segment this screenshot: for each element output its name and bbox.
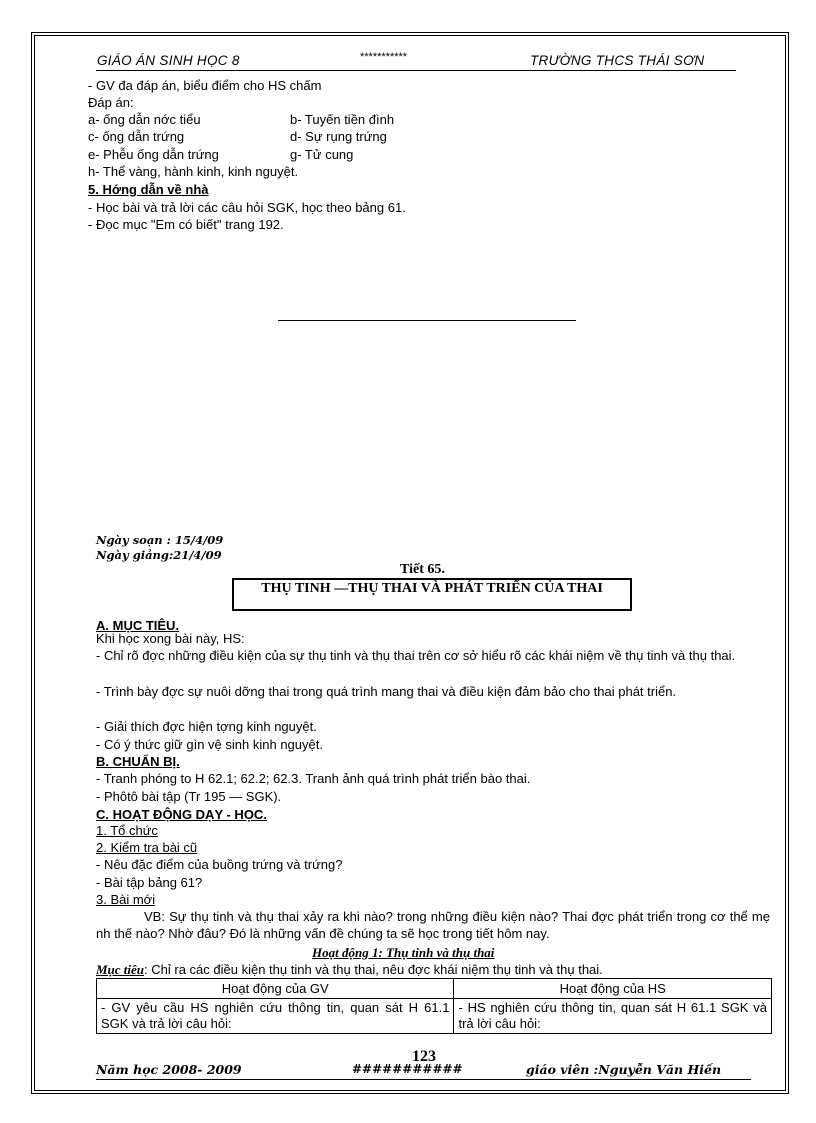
header-subject: GIÁO ÁN SINH HỌC 8: [97, 53, 240, 68]
table-header-row: [97, 979, 772, 999]
activity-title-text: Hoạt động 1: Thụ tinh và thụ thai: [312, 945, 495, 960]
answer-h: h- Thể vàng, hành kinh, kinh nguyệt.: [88, 164, 299, 179]
answer-label: Đáp án:: [88, 95, 134, 110]
objective-label: Mục tiêu: [96, 962, 145, 977]
footer-hashes: ###########: [352, 1062, 463, 1076]
answer-c: c- ống dẫn trứng: [88, 129, 185, 144]
intro-paragraph: VB: Sự thụ tinh và thụ thai xảy ra khi nào? trong những điều kiện nào? Thai đợc phát triển trong cơ thể mẹ nh thế nào? Nhờ đâu? Đó là những vấn đề chúng ta sẽ học trong tiết hôm nay.: [96, 909, 770, 941]
section-separator: [278, 320, 576, 321]
review-question: - Bài tập bảng 61?: [96, 875, 203, 890]
homework-item: - Học bài và trả lời các câu hỏi SGK, học theo bảng 61.: [88, 200, 406, 215]
step-new-lesson: 3. Bài mới: [96, 892, 156, 907]
page-number: 123: [412, 1048, 436, 1065]
homework-item: - Đọc mục "Em có biết" trang 192.: [88, 217, 284, 232]
prep-item: - Phôtô bài tập (Tr 195 — SGK).: [96, 789, 282, 804]
header-rule: [96, 70, 736, 71]
review-question: - Nêu đặc điểm của buồng trứng và trứng?: [96, 857, 343, 872]
footer-rule: [96, 1079, 751, 1080]
date-taught: Ngày giảng:21/4/09: [96, 548, 222, 562]
answer-e: e- Phễu ống dẫn trứng: [88, 147, 219, 162]
objective-text: : Chỉ ra các điều kiện thụ tinh và thụ thai, nêu đợc khái niệm thụ tinh và thụ thai.: [144, 962, 603, 977]
table-header-gv: Hoạt động của GV: [97, 979, 454, 999]
header-school: TRƯỜNG THCS THÁI SƠN: [530, 53, 705, 68]
footer-year: Năm học 2008- 2009: [96, 1062, 242, 1077]
answer-d: d- Sự rụng trứng: [290, 129, 387, 144]
activity-objective: [96, 961, 603, 978]
section-a-title: A. MỤC TIÊU.: [96, 618, 180, 633]
activity-table: [96, 978, 772, 1034]
footer-teacher: giáo viên :Nguyễn Văn Hiến: [526, 1062, 722, 1077]
gv-answer-line: - GV đa đáp án, biểu điểm cho HS chấm: [88, 78, 322, 93]
step-organization: 1. Tổ chức: [96, 823, 158, 838]
section-a-intro: Khi học xong bài này, HS:: [96, 631, 245, 646]
objective-item: - Chỉ rõ đợc những điều kiện của sự thụ tinh và thụ thai trên cơ sở hiểu rõ các khái niệm về thụ tinh và thụ thai.: [96, 648, 736, 663]
activity-title: [312, 944, 494, 961]
header-stars: ***********: [360, 51, 408, 63]
objective-item: - Trình bày đợc sự nuôi dỡng thai trong quá trình mang thai và điều kiện đảm bảo cho thai phát triển.: [96, 684, 677, 699]
objective-item: - Giải thích đợc hiện tợng kinh nguyệt.: [96, 719, 317, 734]
objective-item: - Có ý thức giữ gìn vệ sinh kinh nguyệt.: [96, 737, 323, 752]
homework-title: 5. Hớng dẫn về nhà: [88, 182, 209, 197]
section-c-title: C. HOẠT ĐỘNG DẠY - HỌC.: [96, 807, 267, 822]
table-row: [97, 999, 772, 1034]
date-prepared: Ngày soạn : 15/4/09: [96, 533, 224, 547]
step-review: 2. Kiểm tra bài cũ: [96, 840, 198, 855]
lesson-title-box: [232, 578, 632, 611]
table-cell-hs: - HS nghiên cứu thông tin, quan sát H 61.1 SGK và trả lời câu hỏi:: [454, 999, 772, 1034]
answer-a: a- ống dẫn nớc tiểu: [88, 112, 201, 127]
answer-g: g- Tử cung: [290, 147, 354, 162]
table-cell-gv: - GV yêu cầu HS nghiên cứu thông tin, quan sát H 61.1 SGK và trả lời câu hỏi:: [97, 999, 454, 1034]
answer-b: b- Tuyến tiền đình: [290, 112, 395, 127]
lesson-title: THỤ TINH —THỤ THAI VÀ PHÁT TRIỂN CỦA THAI: [261, 581, 603, 596]
section-b-title: B. CHUẨN BỊ.: [96, 754, 180, 769]
prep-item: - Tranh phóng to H 62.1; 62.2; 62.3. Tranh ảnh quá trình phát triển bào thai.: [96, 771, 531, 786]
table-header-hs: Hoạt động của HS: [454, 979, 772, 999]
lesson-number: Tiết 65.: [400, 562, 445, 577]
